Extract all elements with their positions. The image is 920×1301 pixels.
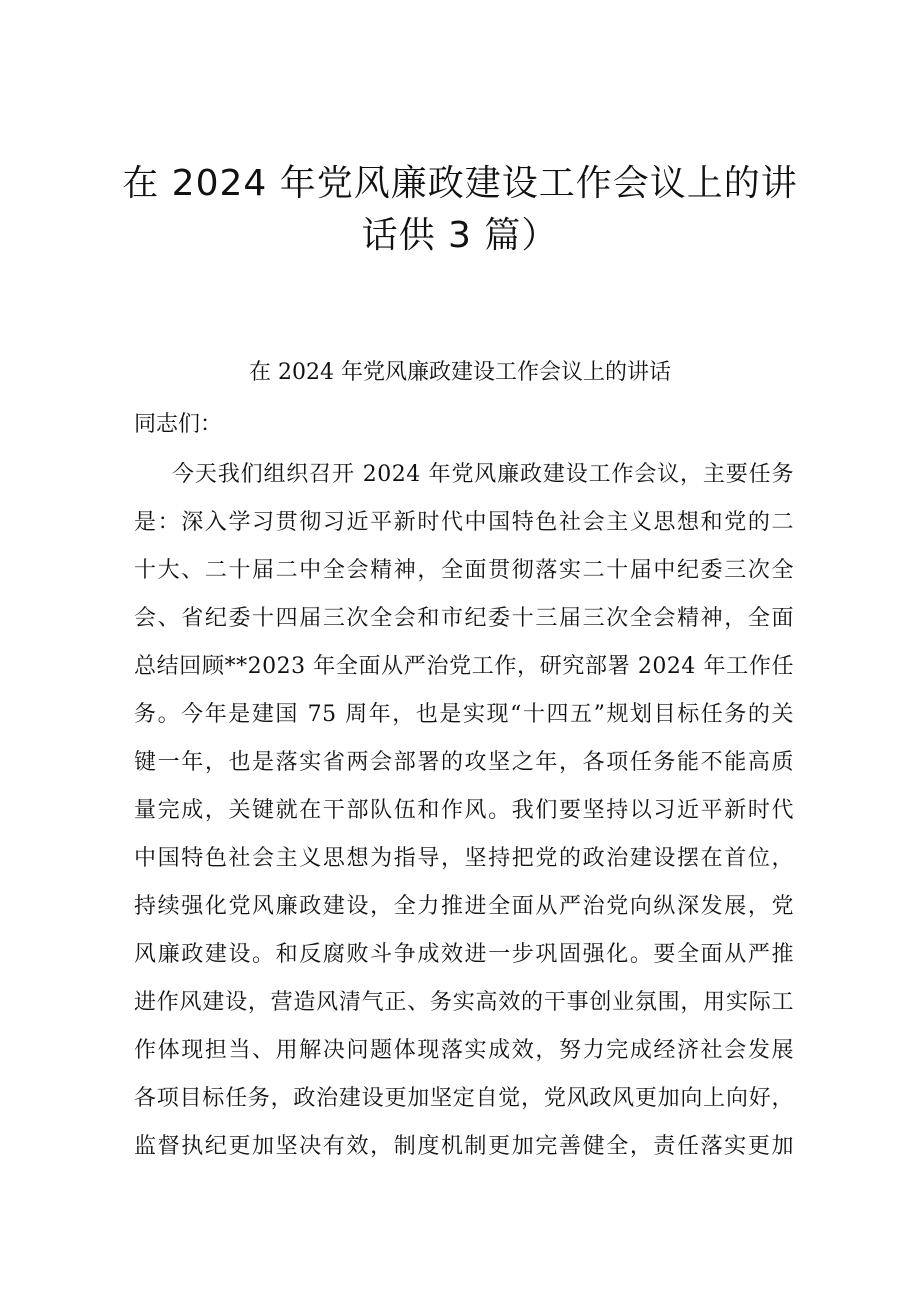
paragraph-line: 监督执纪更加坚决有效，制度机制更加完善健全，责任落实更加 — [134, 1134, 794, 1159]
paragraph-line: 总结回顾**2023 年全面从严治党工作，研究部署 2024 年工作任 — [134, 654, 794, 679]
paragraph-line: 是：深入学习贯彻习近平新时代中国特色社会主义思想和党的二 — [134, 510, 794, 535]
paragraph-line: 务。今年是建国 75 周年，也是实现“十四五”规划目标任务的关 — [134, 702, 794, 727]
paragraph-line: 持续强化党风廉政建设，全力推进全面从严治党向纵深发展，党 — [134, 894, 794, 919]
paragraph-line: 风廉政建设。和反腐败斗争成效进一步巩固强化。要全面从严推 — [134, 942, 794, 967]
paragraph-line: 量完成，关键就在干部队伍和作风。我们要坚持以习近平新时代 — [134, 798, 794, 823]
paragraph-line: 各项目标任务，政治建设更加坚定自觉，党风政风更加向上向好， — [134, 1086, 794, 1111]
salutation: 同志们： — [134, 412, 223, 437]
speech-subtitle: 在 2024 年党风廉政建设工作会议上的讲话 — [249, 360, 671, 385]
paragraph-line: 键一年，也是落实省两会部署的攻坚之年，各项任务能不能高质 — [134, 750, 794, 775]
paragraph-line: 会、省纪委十四届三次全会和市纪委十三届三次全会精神，全面 — [134, 606, 794, 631]
paragraph-line: 今天我们组织召开 2024 年党风廉政建设工作会议，主要任务 — [172, 462, 794, 487]
paragraph-line: 进作风建设，营造风清气正、务实高效的干事创业氛围，用实际工 — [134, 990, 794, 1015]
paragraph-line: 中国特色社会主义思想为指导，坚持把党的政治建设摆在首位， — [134, 846, 794, 871]
paragraph-line: 作体现担当、用解决问题体现落实成效，努力完成经济社会发展 — [134, 1038, 794, 1063]
document-title-line-2: 话供 3 篇） — [361, 215, 559, 256]
document-title-line-1: 在 2024 年党风廉政建设工作会议上的讲 — [122, 163, 798, 204]
paragraph-line: 十大、二十届二中全会精神，全面贯彻落实二十届中纪委三次全 — [134, 558, 794, 583]
